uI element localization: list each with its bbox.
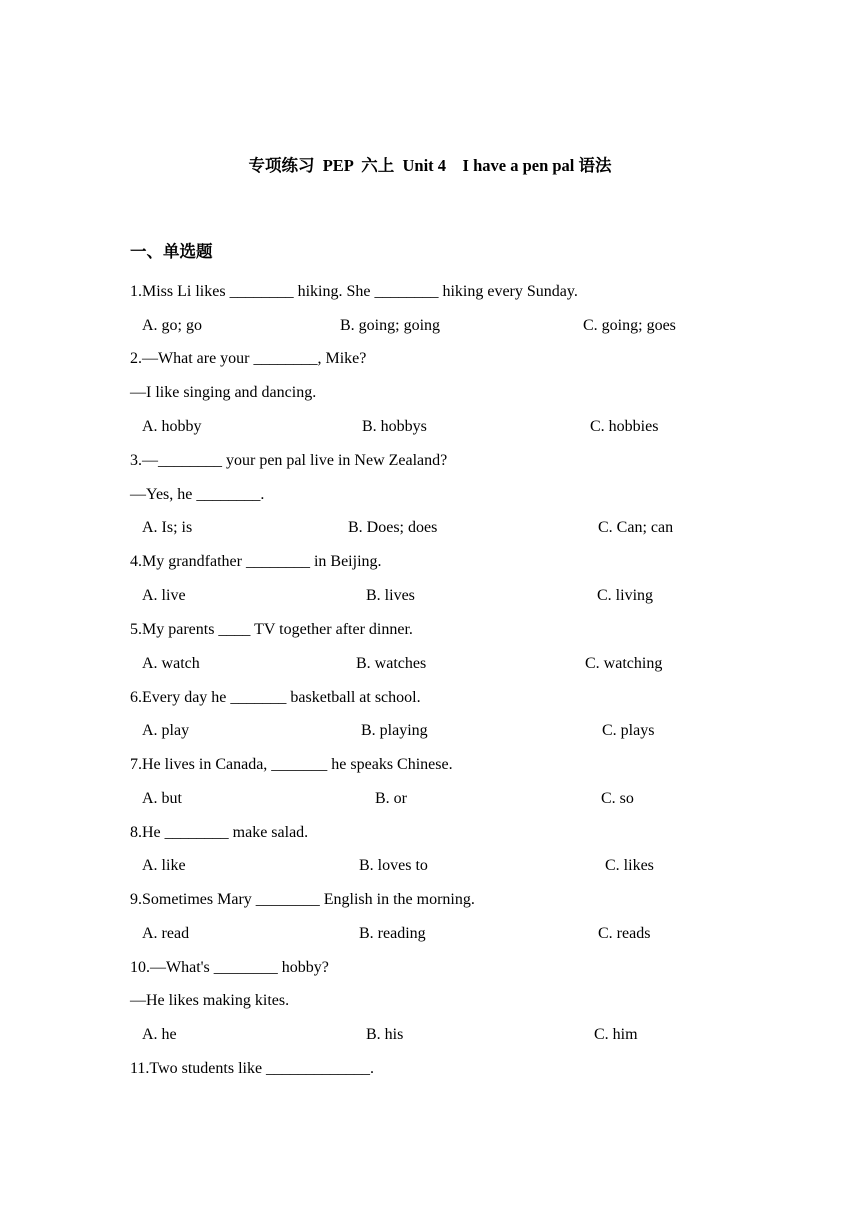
question-7-option-b: B. or <box>375 790 407 807</box>
question-5-option-b: B. watches <box>356 655 427 672</box>
question-8-option-c: C. likes <box>605 857 654 874</box>
question-9-option-b: B. reading <box>359 925 426 942</box>
question-9-option-a: A. read <box>142 925 190 942</box>
question-1-option-b: B. going; going <box>340 317 441 334</box>
question-1-option-a: A. go; go <box>142 317 202 334</box>
question-2-option-c: C. hobbies <box>590 418 659 435</box>
question-11-stem: 11.Two students like _____________. <box>130 1060 375 1077</box>
question-5-stem: 5.My parents ____ TV together after dinner. <box>130 621 413 638</box>
question-2-option-b: B. hobbys <box>362 418 427 435</box>
question-2-stem: 2.—What are your ________, Mike? <box>130 350 367 367</box>
question-9-option-c: C. reads <box>598 925 651 942</box>
question-10-stem: 10.—What's ________ hobby? <box>130 959 329 976</box>
question-4-option-c: C. living <box>597 587 654 604</box>
question-1-option-c: C. going; goes <box>583 317 676 334</box>
document-title: 专项练习 PEP 六上 Unit 4 I have a pen pal 语法 <box>248 156 612 175</box>
question-4-stem: 4.My grandfather ________ in Beijing. <box>130 553 382 570</box>
question-3-option-c: C. Can; can <box>598 519 674 536</box>
section-heading: 一、单选题 <box>130 242 213 261</box>
question-10-stem-line-2: —He likes making kites. <box>130 992 290 1009</box>
question-7-option-a: A. but <box>142 790 182 807</box>
question-6-option-c: C. plays <box>602 722 655 739</box>
question-7-option-c: C. so <box>601 790 634 807</box>
question-8-stem: 8.He ________ make salad. <box>130 824 309 841</box>
question-2-stem-line-2: —I like singing and dancing. <box>130 384 317 401</box>
question-3-stem: 3.—________ your pen pal live in New Zealand? <box>130 452 448 469</box>
question-4-option-a: A. live <box>142 587 186 604</box>
question-5-option-a: A. watch <box>142 655 200 672</box>
question-3-option-a: A. Is; is <box>142 519 193 536</box>
question-3-stem-line-2: —Yes, he ________. <box>130 486 265 503</box>
question-3-option-b: B. Does; does <box>348 519 438 536</box>
question-6-stem: 6.Every day he _______ basketball at school. <box>130 689 421 706</box>
question-10-option-a: A. he <box>142 1026 177 1043</box>
question-1-stem: 1.Miss Li likes ________ hiking. She ________ hiking every Sunday. <box>130 283 578 300</box>
question-4-option-b: B. lives <box>366 587 415 604</box>
question-5-option-c: C. watching <box>585 655 663 672</box>
question-6-option-a: A. play <box>142 722 190 739</box>
question-10-option-c: C. him <box>594 1026 638 1043</box>
question-8-option-b: B. loves to <box>359 857 428 874</box>
question-10-option-b: B. his <box>366 1026 404 1043</box>
question-6-option-b: B. playing <box>361 722 428 739</box>
question-7-stem: 7.He lives in Canada, _______ he speaks Chinese. <box>130 756 453 773</box>
question-9-stem: 9.Sometimes Mary ________ English in the morning. <box>130 891 475 908</box>
question-2-option-a: A. hobby <box>142 418 202 435</box>
question-8-option-a: A. like <box>142 857 186 874</box>
